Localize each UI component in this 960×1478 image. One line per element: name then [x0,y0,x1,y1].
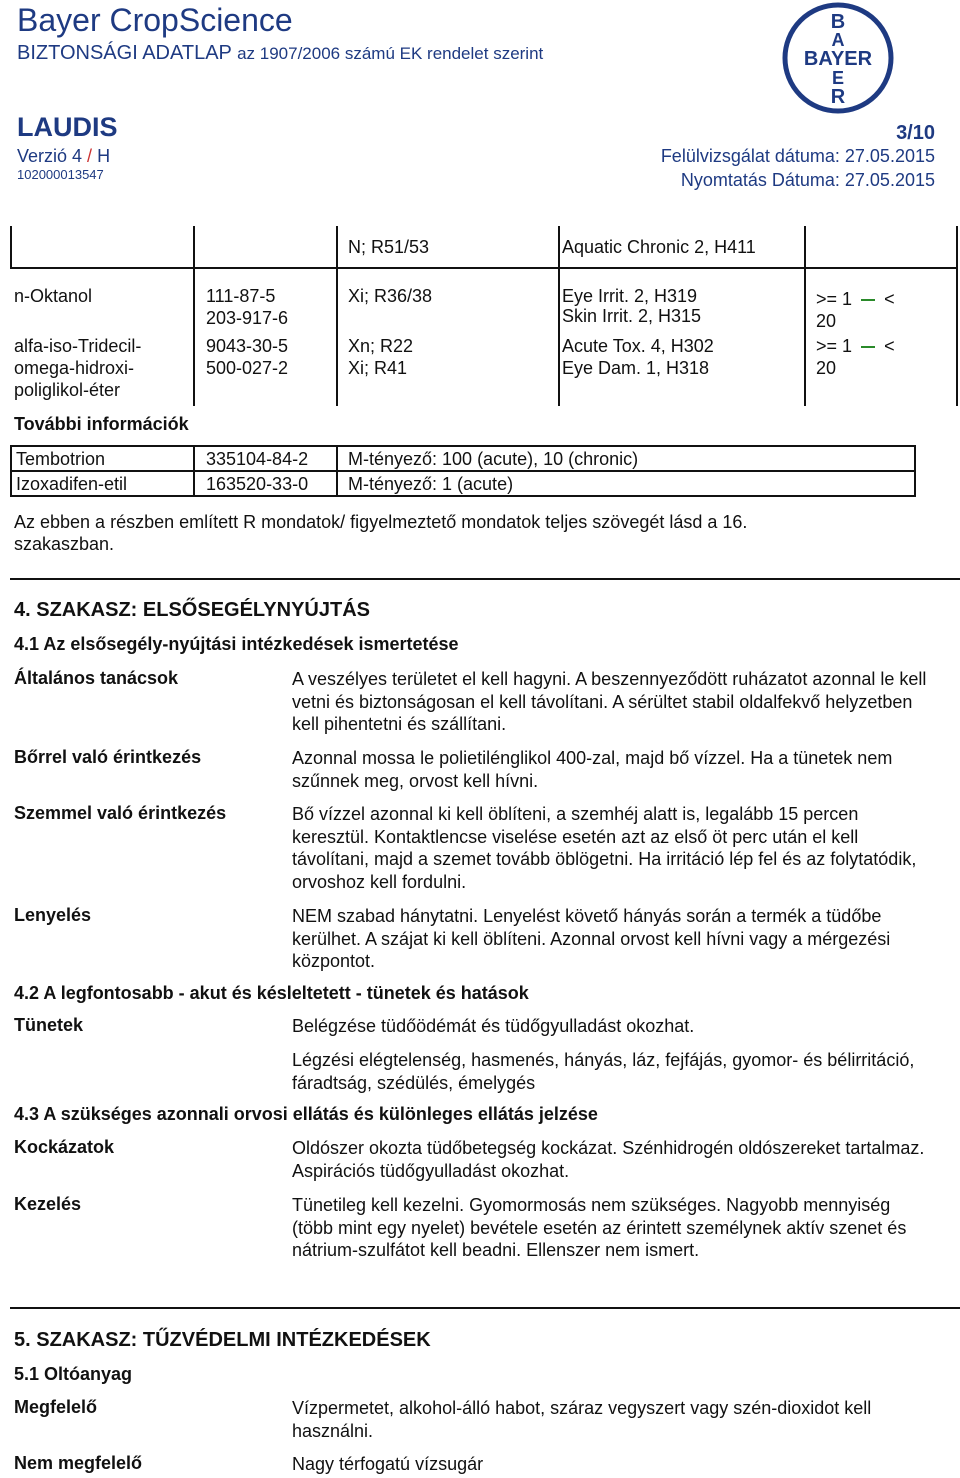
ec-number: 203-917-6 [206,308,289,328]
table-row-divider [10,267,958,269]
logo-letter-r: R [830,86,846,108]
bayer-cross-logo [782,2,894,114]
classification: Xn; R22 [348,336,414,356]
version-separator: / [82,146,98,166]
logo-word: BAYER [803,48,873,70]
section-4-3-heading: 4.3 A szükséges azonnali orvosi ellátás és különleges ellátás jelzése [14,1104,598,1124]
table-divider [804,226,806,406]
m-factor: M-tényező: 1 (acute) [348,474,514,494]
concentration-max: 20 [816,311,837,331]
concentration-min: >= 1 [816,289,853,309]
version-suffix: H [97,146,111,166]
section-4-1-heading: 4.1 Az elsősegély-nyújtási intézkedések ismertetése [14,634,459,654]
section-4-title: 4. SZAKASZ: ELSŐSEGÉLYNYÚJTÁS [14,599,370,621]
ec-number: 500-027-2 [206,358,289,378]
concentration-min: >= 1 [816,336,853,356]
table-divider [336,447,338,495]
skin-contact-text: Azonnal mossa le polietilénglikol 400-zal, majd bő vízzel. Ha a tünetek nem szűnnek meg, orvost kell hívni. [292,748,893,791]
cas-number: 9043-30-5 [206,336,289,356]
section-4-2-heading: 4.2 A legfontosabb - akut és késleltetett - tünetek és hatások [14,983,529,1003]
table-border-right [956,226,958,406]
cas-number: 335104-84-2 [206,449,309,469]
unsuitable-media-label: Nem megfelelő [14,1453,143,1473]
risks-text: Oldószer okozta tüdőbetegség kockázat. Szénhidrogén oldószereket tartalmaz. Aspirációs tüdőgyulladást okozhat. [292,1138,925,1181]
cas-number: 111-87-5 [206,286,276,306]
suitable-media-text: Vízpermetet, alkohol-álló habot, száraz vegyszert vagy szén-dioxidot kell használni. [292,1398,872,1441]
table-border-left [10,226,12,267]
clp-classification: Eye Irrit. 2, H319 [562,286,698,306]
concentration-range [816,335,895,357]
general-advice-label: Általános tanácsok [14,668,179,688]
concentration-range [816,288,895,310]
further-info-table [10,445,916,497]
skin-contact-label: Bőrrel való érintkezés [14,747,202,767]
treatment-label: Kezelés [14,1194,82,1214]
regulation-reference: az 1907/2006 számú EK rendelet szerint [237,44,544,63]
risks-label: Kockázatok [14,1137,115,1157]
substance-name: omega-hidroxi- [14,358,135,378]
ingestion-text: NEM szabad hánytatni. Lenyelést követő hányás során a termék a tüdőbe kerülhet. A szájat ki kell öblíteni. Azonnal orvost kell hívni vagy a mérgezési központot. [292,906,891,971]
logo-letter-b: B [830,11,846,33]
company-name: Bayer CropScience [17,2,293,38]
section-5-title: 5. SZAKASZ: TŰZVÉDELMI INTÉZKEDÉSEK [14,1329,431,1351]
classification: Xi; R36/38 [348,286,433,306]
section-5-1-heading: 5.1 Oltóanyag [14,1364,133,1384]
treatment-text: Tünetileg kell kezelni. Gyomormosás nem szükséges. Nagyobb mennyiség (több mint egy nyelet) bevétele esetén az érintett személynek aktív szenet és nátrium-szulfátot kell beadni. Ellenszer nem ismert. [292,1195,907,1260]
table-row-divider [12,470,914,472]
reference-note: Az ebben a részben említett R mondatok/ figyelmeztető mondatok teljes szövegét lásd a 16. szakaszban. [14,512,748,554]
classification: Xi; R41 [348,358,408,378]
revision-date: Felülvizsgálat dátuma: 27.05.2015 [660,146,935,166]
range-dash [861,299,875,301]
substance-name: poliglikol-éter [14,380,121,400]
table-divider [193,447,195,495]
substance-name: n-Oktanol [14,286,93,306]
substance-name: Izoxadifen-etil [16,474,128,494]
symptoms-text-detail: Légzési elégtelenség, hasmenés, hányás, láz, fejfájás, gyomor- és bélirritáció, fáradtság, szédülés, émelygés [292,1050,915,1093]
print-date: Nyomtatás Dátuma: 27.05.2015 [680,170,935,190]
eye-contact-label: Szemmel való érintkezés [14,803,227,823]
composition-table [10,226,959,406]
page-number: 3/10 [896,122,935,144]
logo-letter-a: A [831,30,845,50]
range-dash [861,346,875,348]
unsuitable-media-text: Nagy térfogatú vízsugár [292,1454,484,1474]
substance-name: alfa-iso-Tridecil- [14,336,142,356]
concentration-lt: < [884,289,895,309]
table-divider [193,226,195,406]
logo-letter-e: E [831,68,845,88]
product-name: LAUDIS [17,112,118,142]
table-divider [558,226,560,406]
clp-classification: Acute Tox. 4, H302 [562,336,714,356]
ingestion-label: Lenyelés [14,905,92,925]
document-code: 102000013547 [17,167,104,182]
cas-number: 163520-33-0 [206,474,309,494]
symptoms-label: Tünetek [14,1015,84,1035]
version-label: Verzió 4 [17,146,83,166]
top-row-clp: Aquatic Chronic 2, H411 [562,237,756,257]
eye-contact-text: Bő vízzel azonnal ki kell öblíteni, a szemhéj alatt is, legalább 15 percen keresztül. Kontaktlencse viselése esetén azt az első öt perc után el kell távolítani, majd a szemet tovább öblögetni. Ha irritáció lép fel és az folytatódik, orvoshoz kell fordulni. [292,804,917,892]
substance-name: Tembotrion [16,449,106,469]
top-row-class: N; R51/53 [348,237,430,257]
document-subtitle [17,42,543,65]
further-info-heading: További információk [14,414,189,434]
concentration-lt: < [884,336,895,356]
symptoms-text: Belégzése tüdőödémát és tüdőgyulladást okozhat. [292,1016,695,1036]
clp-classification: Skin Irrit. 2, H315 [562,306,702,326]
general-advice-text: A veszélyes területet el kell hagyni. A beszennyeződött ruházatot azonnal le kell vetni és biztonságosan el kell távolítani. A sérültet stabil oldalfekvő helyzetben kell pihentetni és szállítani. [292,669,927,734]
section-divider [10,578,960,580]
concentration-max: 20 [816,358,837,378]
m-factor: M-tényező: 100 (acute), 10 (chronic) [348,449,639,469]
document-type: BIZTONSÁGI ADATLAP [17,42,232,64]
section-divider [10,1307,960,1309]
table-divider [336,226,338,406]
suitable-media-label: Megfelelő [14,1397,98,1417]
version-info [17,146,110,167]
clp-classification: Eye Dam. 1, H318 [562,358,710,378]
